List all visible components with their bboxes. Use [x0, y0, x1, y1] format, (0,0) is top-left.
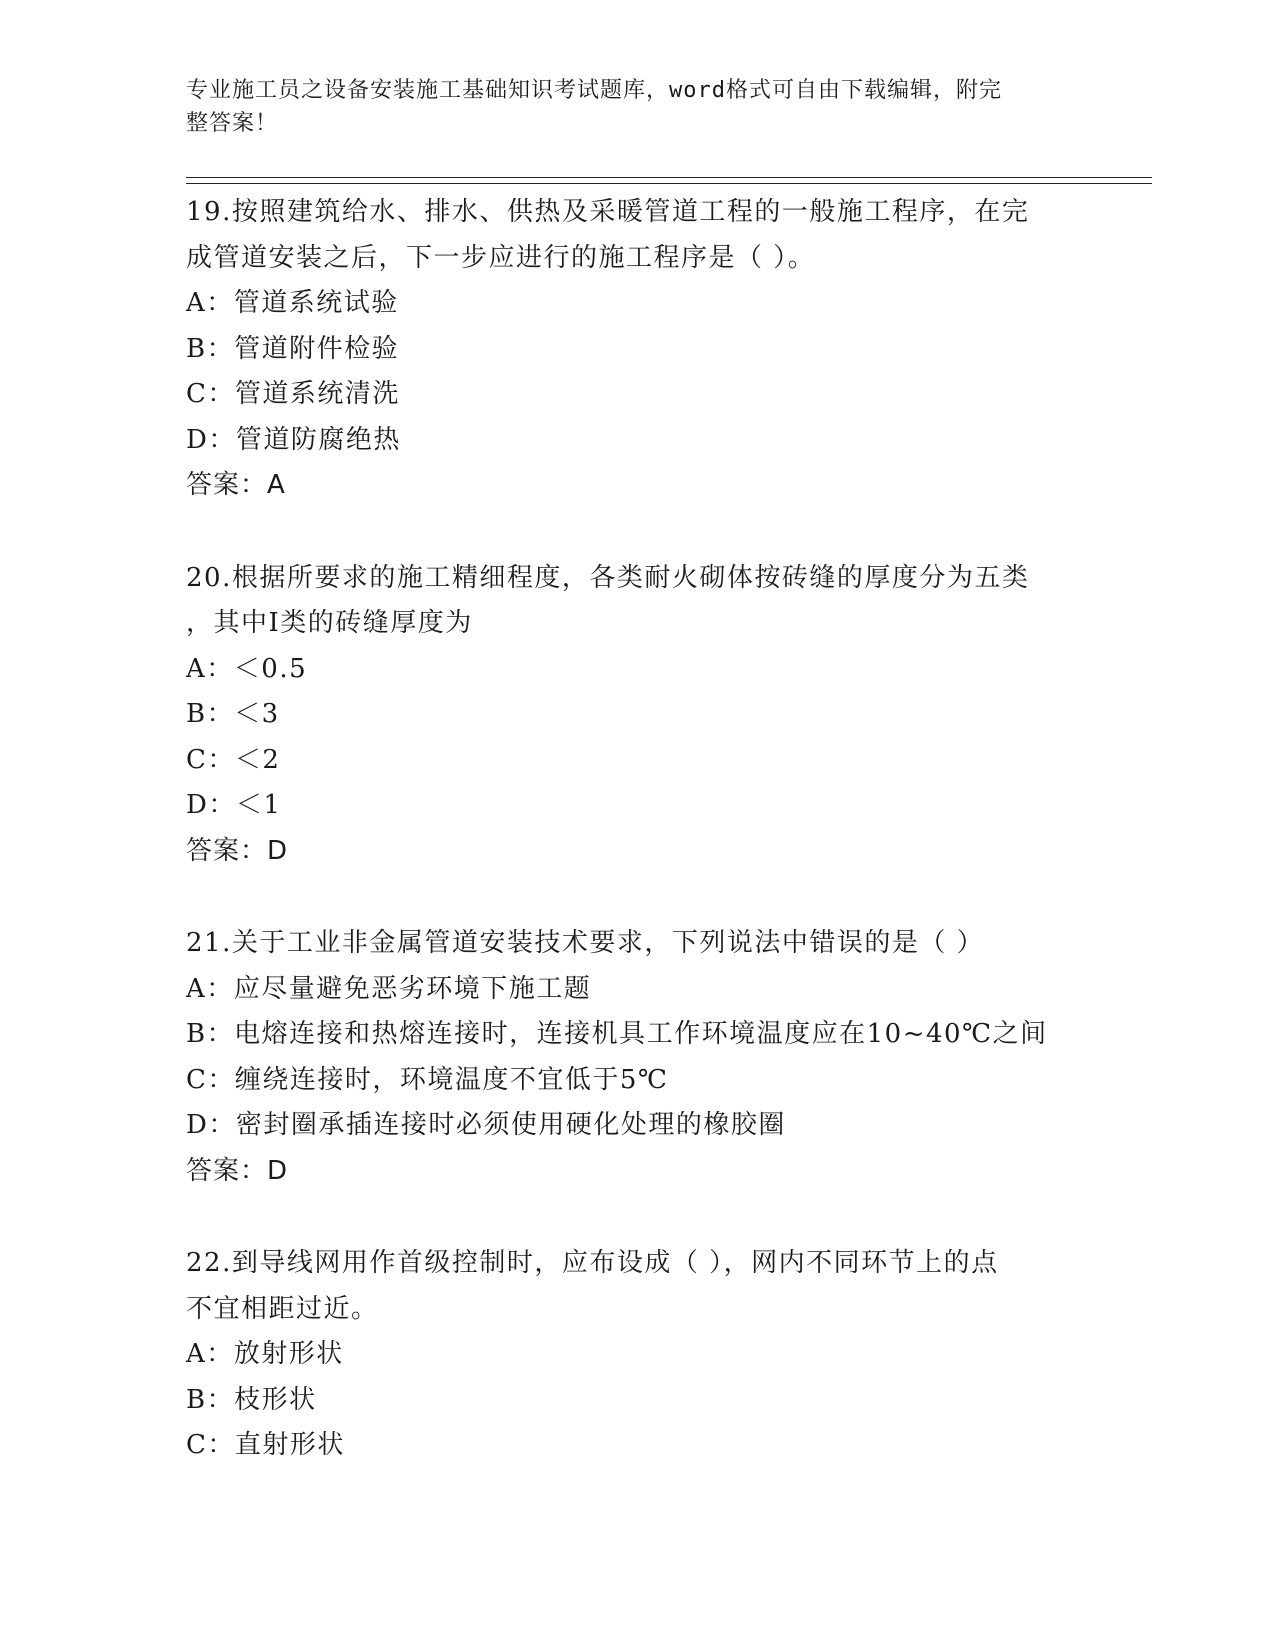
question-stem-line: ，其中Ⅰ类的砖缝厚度为 — [186, 608, 473, 638]
question-stem-line: 不宜相距过近。 — [186, 1293, 379, 1324]
option-b: B：枝形状 — [186, 1384, 317, 1415]
option-a: A：＜0.5 — [186, 653, 308, 684]
question-stem-line: 20.根据所要求的施工精细程度，各类耐火砌体按砖缝的厚度分为五类 — [186, 562, 1030, 593]
question-stem-line: 成管道安装之后，下一步应进行的施工程序是（ ）。 — [186, 242, 816, 273]
header-divider-top — [186, 177, 1152, 178]
answer-label: 答案：D — [186, 1155, 289, 1186]
option-b: B：电熔连接和热熔连接时，连接机具工作环境温度应在10~40℃之间 — [186, 1019, 1048, 1049]
option-c: C：管道系统清洗 — [186, 379, 400, 409]
question-22 — [186, 1241, 1086, 1469]
answer-label: 答案：D — [186, 835, 289, 866]
question-stem-line: 21.关于工业非金属管道安装技术要求，下列说法中错误的是（ ） — [186, 928, 985, 958]
question-stem-line: 19.按照建筑给水、排水、供热及采暖管道工程的一般施工程序，在完 — [186, 197, 1030, 227]
option-a: A：放射形状 — [186, 1339, 344, 1369]
option-c: C：直射形状 — [186, 1430, 345, 1460]
question-19 — [186, 190, 1086, 509]
document-header — [186, 74, 1066, 140]
option-b: B：管道附件检验 — [186, 333, 400, 364]
answer-label: 答案：A — [186, 470, 286, 500]
header-line-2: 整答案！ — [186, 111, 279, 136]
option-a: A：管道系统试验 — [186, 288, 399, 318]
question-21 — [186, 921, 1086, 1194]
option-c: C：＜2 — [186, 744, 281, 775]
question-stem-line: 22.到导线网用作首级控制时，应布设成（ ），网内不同环节上的点 — [186, 1248, 999, 1278]
header-divider-bottom — [186, 183, 1152, 184]
option-c: C：缠绕连接时，环境温度不宜低于5℃ — [186, 1064, 669, 1095]
option-d: D：＜1 — [186, 790, 282, 820]
question-list — [186, 190, 1086, 1469]
option-d: D：密封圈承插连接时必须使用硬化处理的橡胶圈 — [186, 1110, 786, 1140]
option-d: D：管道防腐绝热 — [186, 424, 401, 455]
option-a: A：应尽量避免恶劣环境下施工题 — [186, 973, 592, 1004]
question-20 — [186, 556, 1086, 875]
header-line-1: 专业施工员之设备安装施工基础知识考试题库，word格式可自由下载编辑，附完 — [186, 78, 1002, 103]
option-b: B：＜3 — [186, 699, 280, 729]
